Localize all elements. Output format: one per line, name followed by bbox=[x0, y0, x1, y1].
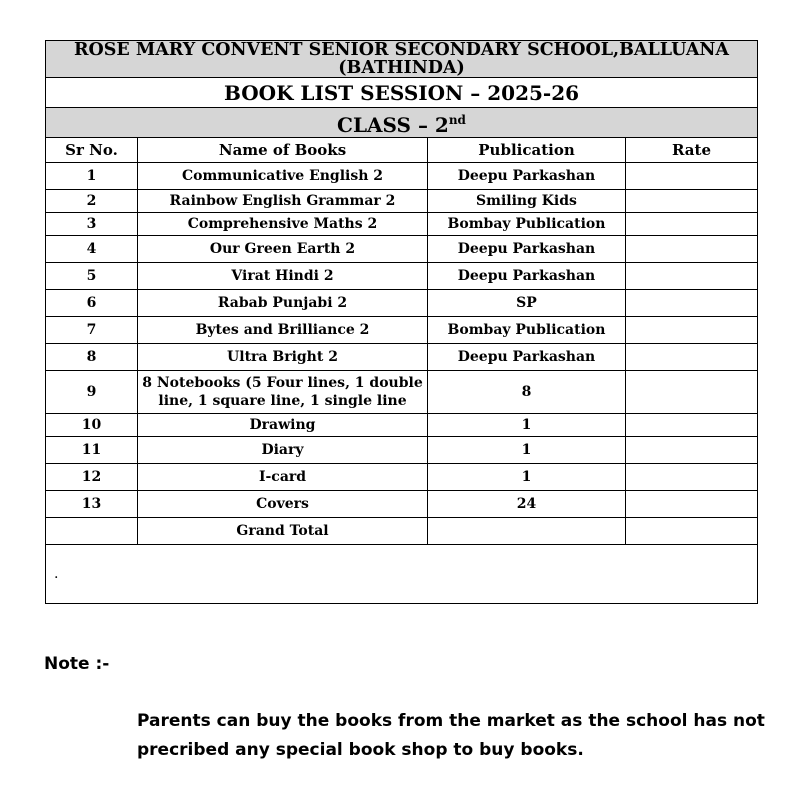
blank-row-mark: . bbox=[46, 545, 758, 604]
rate-cell bbox=[626, 464, 758, 491]
rate-cell bbox=[626, 437, 758, 464]
rate-cell bbox=[626, 344, 758, 371]
school-title: ROSE MARY CONVENT SENIOR SECONDARY SCHOOL,BALLUANA (BATHINDA) bbox=[46, 41, 758, 78]
sr-cell: 3 bbox=[46, 213, 138, 236]
book-list-sheet bbox=[45, 40, 757, 604]
column-header-publication: Publication bbox=[428, 138, 626, 163]
table-row bbox=[46, 263, 758, 290]
book-cell: Our Green Earth 2 bbox=[138, 236, 428, 263]
book-cell: Rabab Punjabi 2 bbox=[138, 290, 428, 317]
publication-cell: Bombay Publication bbox=[428, 213, 626, 236]
table-row bbox=[46, 290, 758, 317]
publication-cell: Deepu Parkashan bbox=[428, 236, 626, 263]
grand-total-rate-cell bbox=[626, 518, 758, 545]
sr-cell: 2 bbox=[46, 190, 138, 213]
publication-cell: 24 bbox=[428, 491, 626, 518]
sr-cell: 10 bbox=[46, 414, 138, 437]
table-row bbox=[46, 464, 758, 491]
sr-cell: 13 bbox=[46, 491, 138, 518]
publication-cell: Deepu Parkashan bbox=[428, 163, 626, 190]
table-row bbox=[46, 344, 758, 371]
book-cell: Bytes and Brilliance 2 bbox=[138, 317, 428, 344]
book-cell: Ultra Bright 2 bbox=[138, 344, 428, 371]
class-label: CLASS – 2 bbox=[337, 113, 449, 137]
table-header-row bbox=[46, 138, 758, 163]
rate-cell bbox=[626, 317, 758, 344]
rate-cell bbox=[626, 491, 758, 518]
publication-cell: 1 bbox=[428, 414, 626, 437]
table-row bbox=[46, 414, 758, 437]
publication-cell: 8 bbox=[428, 371, 626, 414]
column-header-book: Name of Books bbox=[138, 138, 428, 163]
column-header-rate: Rate bbox=[626, 138, 758, 163]
book-cell: Communicative English 2 bbox=[138, 163, 428, 190]
book-cell: Virat Hindi 2 bbox=[138, 263, 428, 290]
sr-cell: 6 bbox=[46, 290, 138, 317]
book-cell: I-card bbox=[138, 464, 428, 491]
table-row bbox=[46, 317, 758, 344]
grand-total-label: Grand Total bbox=[138, 518, 428, 545]
sr-cell: 9 bbox=[46, 371, 138, 414]
book-list-table bbox=[45, 40, 758, 604]
rate-cell bbox=[626, 163, 758, 190]
book-cell: Covers bbox=[138, 491, 428, 518]
publication-cell: Bombay Publication bbox=[428, 317, 626, 344]
session-title: BOOK LIST SESSION – 2025-26 bbox=[46, 78, 758, 108]
sr-cell: 1 bbox=[46, 163, 138, 190]
table-row bbox=[46, 371, 758, 414]
sr-cell: 7 bbox=[46, 317, 138, 344]
rate-cell bbox=[626, 290, 758, 317]
book-cell: Rainbow English Grammar 2 bbox=[138, 190, 428, 213]
rate-cell bbox=[626, 190, 758, 213]
sr-cell: 11 bbox=[46, 437, 138, 464]
rate-cell bbox=[626, 263, 758, 290]
rate-cell bbox=[626, 213, 758, 236]
note-text: Parents can buy the books from the market as the school has not precribed any special book shop to buy books. bbox=[137, 711, 765, 760]
blank-row bbox=[46, 545, 758, 604]
book-cell: Diary bbox=[138, 437, 428, 464]
table-row bbox=[46, 491, 758, 518]
table-row bbox=[46, 190, 758, 213]
class-suffix: nd bbox=[448, 113, 466, 127]
rate-cell bbox=[626, 236, 758, 263]
publication-cell: Deepu Parkashan bbox=[428, 263, 626, 290]
sr-cell: 12 bbox=[46, 464, 138, 491]
publication-cell: 1 bbox=[428, 464, 626, 491]
publication-cell: 1 bbox=[428, 437, 626, 464]
grand-total-sr-cell bbox=[46, 518, 138, 545]
book-cell: Comprehensive Maths 2 bbox=[138, 213, 428, 236]
grand-total-publication-cell bbox=[428, 518, 626, 545]
publication-cell: SP bbox=[428, 290, 626, 317]
note-label: Note :- bbox=[44, 654, 110, 674]
book-cell: Drawing bbox=[138, 414, 428, 437]
grand-total-row bbox=[46, 518, 758, 545]
rate-cell bbox=[626, 371, 758, 414]
table-row bbox=[46, 236, 758, 263]
book-cell: 8 Notebooks (5 Four lines, 1 double line, 1 square line, 1 single line bbox=[138, 371, 428, 414]
publication-cell: Deepu Parkashan bbox=[428, 344, 626, 371]
publication-cell: Smiling Kids bbox=[428, 190, 626, 213]
sr-cell: 5 bbox=[46, 263, 138, 290]
column-header-sr: Sr No. bbox=[46, 138, 138, 163]
table-row bbox=[46, 437, 758, 464]
table-row bbox=[46, 213, 758, 236]
class-title bbox=[46, 108, 758, 138]
sr-cell: 4 bbox=[46, 236, 138, 263]
rate-cell bbox=[626, 414, 758, 437]
table-row bbox=[46, 163, 758, 190]
sr-cell: 8 bbox=[46, 344, 138, 371]
